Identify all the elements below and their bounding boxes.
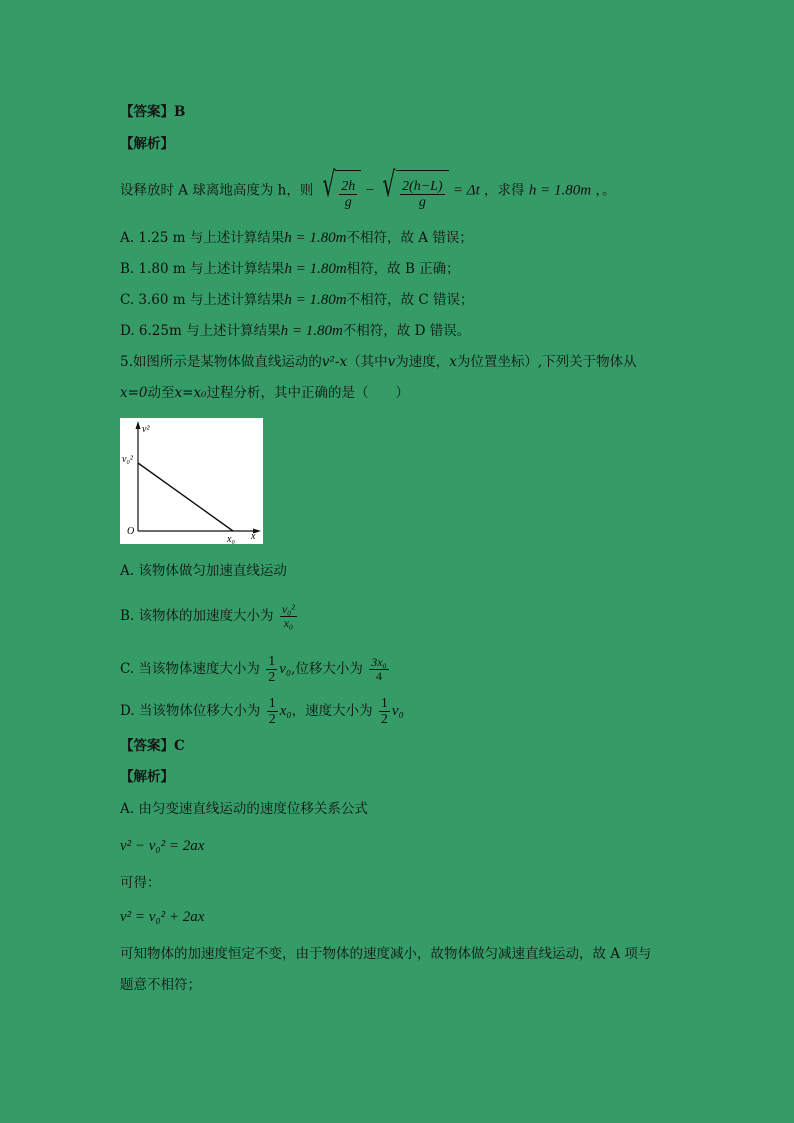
option-b-check: B. 1.80 m 与上述计算结果h = 1.80m相符，故 B 正确； [120, 261, 460, 277]
option-c: C. 当该物体速度大小为 $\frac{1}{2}$ v₀,位移大小为 $\frac{\text{3x₀}}{4}$ [120, 654, 387, 685]
analysis-label-2: 【解析】 [120, 769, 174, 785]
equation-2: v² = v₀² + 2ax [120, 909, 205, 925]
option-d-check: D. 6.25m 与上述计算结果h = 1.80m不相符，故 D 错误。 [120, 323, 471, 339]
option-d: D. 当该物体位移大小为 $\frac{1}{2}$ x₀，速度大小为 $\frac{1}{2}$ v₀ [120, 696, 404, 727]
analysis-label-1: 【解析】 [120, 136, 174, 152]
option-a-check: A. 1.25 m 与上述计算结果h = 1.80m不相符，故 A 错误； [120, 230, 473, 246]
solution-kede: 可得： [120, 875, 161, 891]
solution-conclusion-2: 题意不相符； [120, 977, 201, 993]
v2-x-line [138, 463, 233, 531]
answer-label-1: 【答案】B [120, 104, 186, 120]
minus-sign: − [365, 182, 375, 199]
v2-x-graph [120, 418, 263, 544]
sqrt-expression-1: √ $\frac{2h}{g}$ [318, 165, 362, 217]
height-result: h = 1.80m [528, 182, 592, 199]
y-axis-arrow [136, 421, 141, 429]
derivation-mid: ，求得 [484, 182, 525, 199]
equation-1: v² − v₀² = 2ax [120, 838, 205, 854]
derivation-end: ，。 [595, 182, 616, 199]
solution-a-intro: A. 由匀变速直线运动的速度位移关系公式 [120, 801, 368, 817]
option-a: A. 该物体做匀加速直线运动 [120, 563, 287, 579]
option-b: B. 该物体的加速度大小为 $\frac{\text{v₀²}}{\text{x₀}}$ [120, 602, 295, 630]
origin-label: O [127, 526, 135, 537]
x-axis-label: x [251, 531, 256, 542]
question-5-line-1: 5.如图所示是某物体做直线运动的v²-x（其中v为速度，x为位置坐标）,下列关于物体从 [120, 354, 637, 370]
question-5-line-2: x=0动至x=x₀过程分析，其中正确的是（ ） [120, 385, 409, 401]
equals-delta-t: = Δt [452, 182, 480, 199]
x-intercept-label: x₀ [227, 534, 235, 544]
y-axis-label: v² [142, 424, 150, 435]
sqrt-expression-2: √ $\frac{2(h-L)}{g}$ [378, 165, 448, 217]
solution-conclusion-1: 可知物体的加速度恒定不变，由于物体的速度减小，故物体做匀减速直线运动，故 A 项与 [120, 946, 652, 962]
y-intercept-label: v₀² [122, 454, 133, 465]
derivation-intro: 设释放时 A 球离地高度为 h，则 [120, 182, 314, 199]
option-c-check: C. 3.60 m 与上述计算结果h = 1.80m不相符，故 C 错误； [120, 292, 474, 308]
graph-svg [120, 418, 263, 544]
answer-label-2: 【答案】C [120, 738, 185, 754]
derivation-line [120, 165, 616, 217]
